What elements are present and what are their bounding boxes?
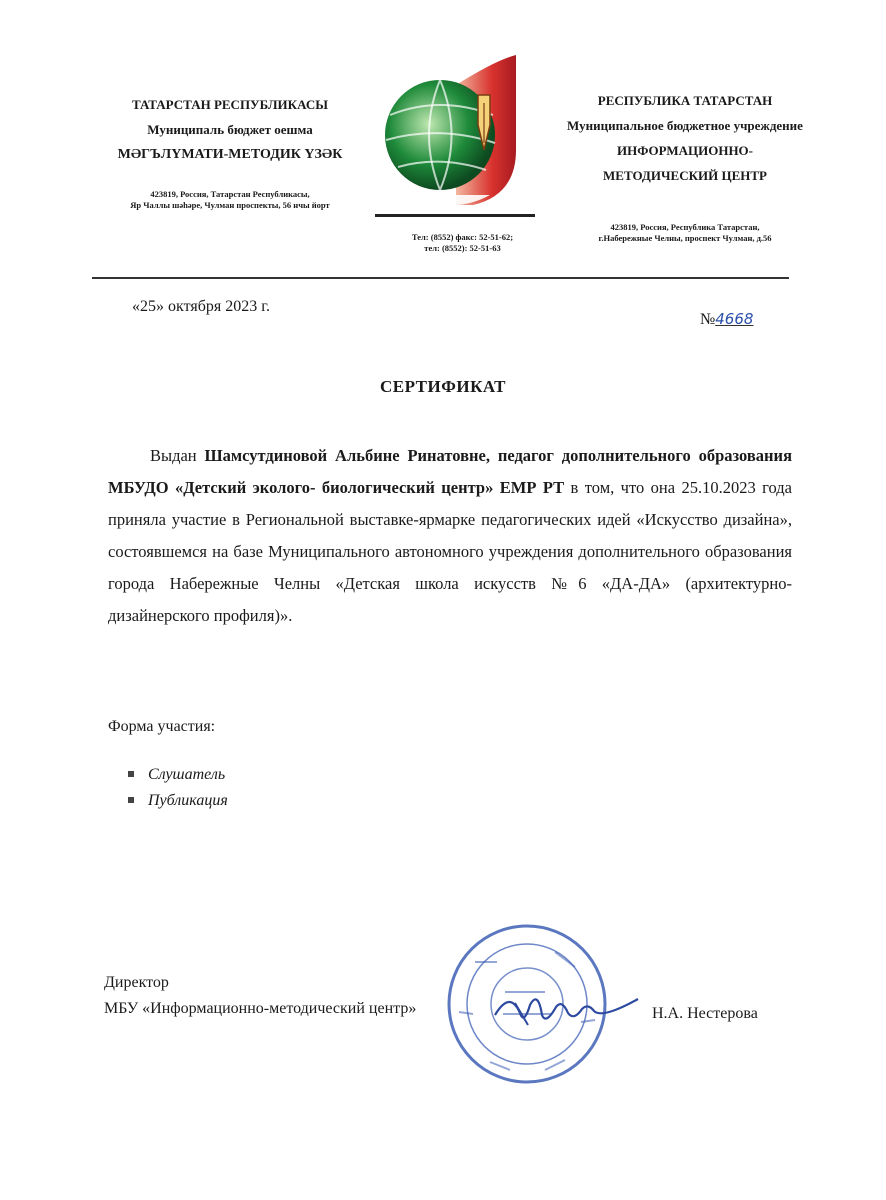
- logo-underline: [375, 214, 535, 217]
- header-right-line3: ИНФОРМАЦИОННО-: [616, 143, 753, 158]
- header-right-address: [535, 222, 835, 244]
- number-value: 4668: [715, 310, 754, 328]
- certificate-body: [108, 440, 792, 632]
- header-divider: [92, 277, 789, 279]
- document-number: [700, 310, 753, 329]
- body-rest: в том, что она 25.10.2023 года приняла участие в Региональной выставке-ярмарке педагогических идей «Искусство дизайна», состоявшемся на базе Муниципального автономного учреждения дополнительного образования города Набережные Челны «Детская школа искусств №6 «ДА-ДА» (архитектурно-дизайнерского профиля)».: [108, 478, 792, 625]
- director-block: [104, 970, 416, 1022]
- header-left-addr1: 423819, Россия, Татарстан Республикасы,: [150, 189, 310, 199]
- header-phones: [375, 232, 550, 254]
- number-prefix: №: [700, 311, 716, 328]
- body-lead: Выдан: [150, 446, 205, 465]
- header-left-address: [70, 189, 390, 211]
- header-left-line1: ТАТАРСТАН РЕСПУБЛИКАСЫ: [132, 97, 328, 112]
- director-organization: МБУ «Информационно-методический центр»: [104, 1000, 417, 1017]
- header-right-line1: РЕСПУБЛИКА ТАТАРСТАН: [597, 93, 773, 108]
- header-left-addr2: Яр Чаллы шәһәре, Чулман проспекты, 56 нчы йорт: [130, 200, 330, 210]
- document-title: СЕРТИФИКАТ: [379, 377, 507, 396]
- header-right-line2: Муниципальное бюджетное учреждение: [567, 118, 803, 133]
- header-right: [535, 88, 835, 244]
- director-title: Директор: [104, 974, 169, 991]
- header-right-line4: МЕТОДИЧЕСКИЙ ЦЕНТР: [603, 168, 767, 183]
- list-item: Публикация: [128, 788, 228, 814]
- header-right-addr2: г.Набережные Челны, проспект Чулман, д.56: [598, 233, 772, 243]
- participation-forms-list: [128, 762, 228, 814]
- header-left-line3: МӘГЪЛҮМАТИ-МЕТОДИК ҮЗӘК: [117, 147, 343, 162]
- globe-pen-logo-icon: [378, 55, 528, 215]
- signer-name: Н.А. Нестерова: [652, 1005, 758, 1022]
- signature-icon: [490, 985, 640, 1035]
- header-right-addr1: 423819, Россия, Республика Татарстан,: [610, 222, 760, 232]
- phones-line2: тел: (8552): 52-51-63: [424, 243, 501, 253]
- header-left-line2: Муниципаль бюджет оешма: [147, 122, 313, 137]
- recipient-name: Шамсутдиновой Альбине Ринатовне, педагог дополнительного образования МБУДО «Детский эколого- биологический центр» ЕМР РТ: [108, 446, 792, 497]
- phones-line1: Тел: (8552) факс: 52-51-62;: [411, 232, 514, 242]
- participation-form-label: Форма участия:: [108, 718, 216, 735]
- header-left: [70, 92, 390, 211]
- list-item: Слушатель: [128, 762, 228, 788]
- document-date: «25» октября 2023 г.: [132, 298, 270, 315]
